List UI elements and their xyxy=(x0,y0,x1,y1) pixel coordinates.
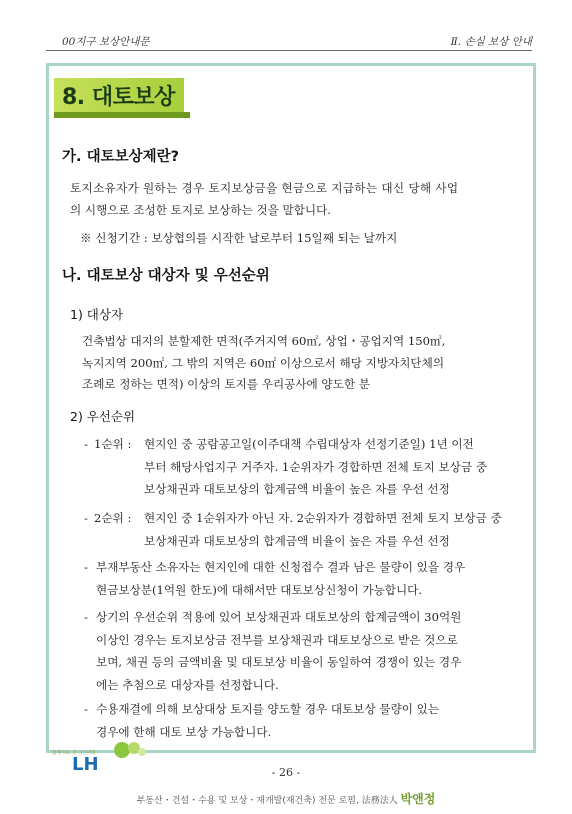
section-a-body xyxy=(70,178,528,221)
target-line: 조례로 정하는 면적) 이상의 토지를 우리공사에 양도한 분 xyxy=(82,377,370,391)
priority-line: 현지인 중 공람공고일(이주대책 수립대상자 선정기준일) 1년 이전 xyxy=(144,437,474,451)
note-text xyxy=(96,606,461,696)
footer-text: 부동산・건설・수용 및 보상・재개발(재건축) 전문 로펌, 法務法人 xyxy=(136,796,398,806)
priority-text xyxy=(144,433,487,501)
note-line: 현금보상분(1억원 한도)에 대해서만 대토보상신청이 가능합니다. xyxy=(96,582,423,597)
subsection-1-body xyxy=(82,331,522,396)
priority-line: 보상채권과 대토보상의 합계금액 비율이 높은 자를 우선 선정 xyxy=(144,533,450,548)
note-line: 수용재결에 의해 보상대상 토지를 양도할 경우 대토보상 물량이 있는 xyxy=(96,702,440,716)
page-title: 8. 대토보상 xyxy=(62,85,175,110)
note-item xyxy=(84,556,524,602)
subsection-2-heading: 2) 우선순위 xyxy=(70,409,136,424)
header-left: 00지구 보상안내문 xyxy=(62,36,150,48)
lh-logo-text: LH xyxy=(72,754,99,775)
priority-line: 보상채권과 대토보상의 합계금액 비율이 높은 자를 우선 선정 xyxy=(144,482,450,496)
note-text xyxy=(96,698,439,743)
bullet-dash: - xyxy=(84,437,88,451)
priority-item xyxy=(84,507,524,555)
bullet-dash: - xyxy=(84,702,88,716)
note-line: 부재부동산 소유자는 현지인에 대한 신청접수 결과 남은 물량이 있을 경우 xyxy=(96,560,466,574)
note-item xyxy=(84,698,524,744)
subsection-1-heading: 1) 대상자 xyxy=(70,307,124,322)
section-a-line: 토지소유자가 원하는 경우 토지보상금을 현금으로 지급하는 대신 당해 사업 xyxy=(70,181,459,195)
header-divider xyxy=(46,50,532,51)
section-b-heading: 나. 대토보상 대상자 및 우선순위 xyxy=(62,268,270,284)
lh-slogan: 함께가요, 더 나은미래 xyxy=(52,751,96,756)
footer-brand: 박앤정 xyxy=(400,792,436,806)
note-line: 상기의 우선순위 적용에 있어 보상채권과 대토보상의 합계금액이 30억원 xyxy=(96,610,462,624)
note-line: 이상인 경우는 토지보상금 전부를 보상채권과 대토보상으로 받은 것으로 xyxy=(96,632,458,647)
priority-line: 부터 해당사업지구 거주자. 1순위자가 경합하면 전체 토지 보상금 중 xyxy=(144,459,487,474)
priority-label: 1순위 : xyxy=(94,437,132,451)
section-a-heading: 가. 대토보상제란? xyxy=(62,149,180,165)
target-line: 녹지지역 200㎡, 그 밖의 지역은 60㎡ 이상으로서 해당 지방자치단체의 xyxy=(82,355,445,370)
note-line: 경우에 한해 대토 보상 가능합니다. xyxy=(96,724,272,739)
priority-text xyxy=(144,507,502,552)
application-period-note: ※ 신청기간 : 보상협의를 시작한 날로부터 15일째 되는 날까지 xyxy=(80,231,398,245)
priority-label: 2순위 : xyxy=(94,511,132,525)
bullet-dash: - xyxy=(84,511,88,525)
note-item xyxy=(84,606,524,698)
bullet-dash: - xyxy=(84,560,88,574)
note-text xyxy=(96,556,465,601)
priority-line: 현지인 중 1순위자가 아닌 자. 2순위자가 경합하면 전체 토지 보상금 중 xyxy=(144,511,502,525)
target-line: 건축법상 대지의 분할제한 면적(주거지역 60㎡, 상업・공업지역 150㎡, xyxy=(82,334,446,348)
bullet-dash: - xyxy=(84,610,88,624)
note-line: 에는 추첨으로 대상자를 선정합니다. xyxy=(96,677,279,692)
header-right: Ⅱ. 손실 보상 안내 xyxy=(450,36,532,48)
note-line: 보며, 채권 등의 금액비율 및 대토보상 비율이 동일하여 경쟁이 있는 경우 xyxy=(96,655,462,669)
section-a-line: 의 시행으로 조성한 토지로 보상하는 것을 말합니다. xyxy=(70,202,331,217)
footer xyxy=(0,790,572,807)
page-number: - 26 - xyxy=(271,766,301,779)
priority-item xyxy=(84,433,524,503)
